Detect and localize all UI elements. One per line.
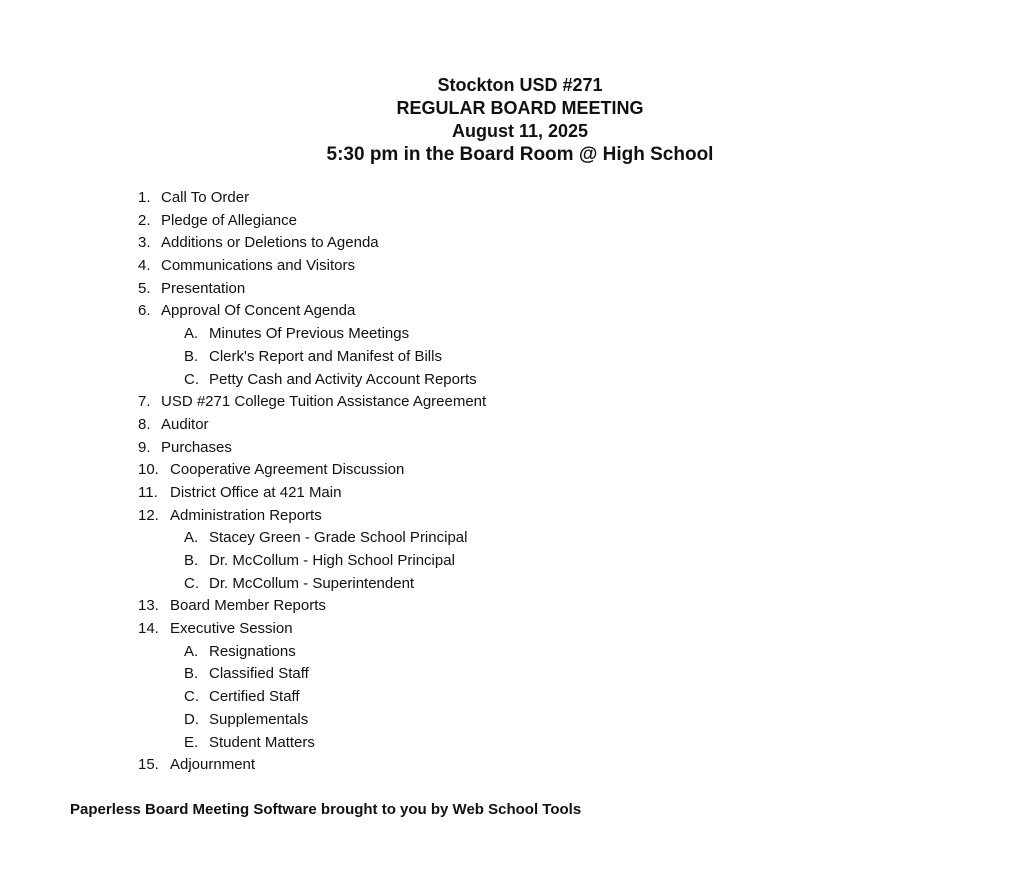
agenda-item-text: Board Member Reports xyxy=(170,597,326,615)
agenda-subitem xyxy=(138,573,486,596)
agenda-subitem-letter: E. xyxy=(184,733,199,751)
agenda-subitem-text: Minutes Of Previous Meetings xyxy=(209,325,410,343)
agenda-item-number: 9. xyxy=(138,438,151,456)
agenda-item-text: Cooperative Agreement Discussion xyxy=(170,461,405,479)
agenda-item-number: 2. xyxy=(138,211,151,229)
meeting-time-location: 5:30 pm in the Board Room @ High School xyxy=(326,144,714,165)
agenda-subitem-letter: C. xyxy=(184,688,199,706)
agenda-subitem-text: Clerk's Report and Manifest of Bills xyxy=(209,347,442,365)
agenda-subitem-text: Student Matters xyxy=(209,733,315,751)
agenda-item xyxy=(138,754,486,777)
agenda-subitem xyxy=(138,641,486,664)
agenda-item xyxy=(138,187,486,210)
agenda-item xyxy=(138,459,486,482)
agenda-item-number: 5. xyxy=(138,279,151,297)
agenda-item-text: Presentation xyxy=(161,279,246,297)
agenda-item-text: Executive Session xyxy=(170,620,293,638)
document-header xyxy=(0,74,1024,166)
agenda-subitem xyxy=(138,346,486,369)
agenda-item-number: 12. xyxy=(138,506,159,524)
agenda-item xyxy=(138,232,486,255)
agenda-item-number: 3. xyxy=(138,234,151,252)
agenda-item xyxy=(138,300,486,323)
agenda-subitem-text: Certified Staff xyxy=(209,688,300,706)
agenda-item xyxy=(138,255,486,278)
agenda-subitem-letter: C. xyxy=(184,574,199,592)
agenda-subitem-letter: B. xyxy=(184,552,199,569)
agenda-subitem xyxy=(138,527,486,550)
footer-credit: Paperless Board Meeting Software brought to you by Web School Tools xyxy=(70,801,582,818)
agenda-item-text: Purchases xyxy=(161,438,232,456)
agenda-item-text: Administration Reports xyxy=(170,506,322,524)
agenda-subitem-letter: D. xyxy=(184,710,199,728)
agenda-subitem-letter: A. xyxy=(184,642,199,660)
agenda-item-number: 11. xyxy=(138,483,158,501)
agenda-subitem xyxy=(138,550,486,573)
agenda-item xyxy=(138,482,486,505)
agenda-item-text: Additions or Deletions to Agenda xyxy=(161,234,379,252)
agenda-item-text: Approval Of Concent Agenda xyxy=(161,302,356,320)
agenda-subitem-letter: A. xyxy=(184,325,199,343)
agenda-item-text: Communications and Visitors xyxy=(161,257,355,275)
agenda-item-number: 13. xyxy=(138,597,159,615)
meeting-type: REGULAR BOARD MEETING xyxy=(396,98,644,118)
agenda-item xyxy=(138,210,486,233)
agenda-item-number: 10. xyxy=(138,461,159,479)
agenda-item-number: 7. xyxy=(138,393,151,411)
agenda-item xyxy=(138,505,486,528)
agenda-item-text: Auditor xyxy=(161,415,209,433)
agenda-subitem xyxy=(138,686,486,709)
agenda-item xyxy=(138,414,486,437)
agenda-subitem-text: Classified Staff xyxy=(209,665,309,683)
agenda-item xyxy=(138,278,486,301)
agenda-item-number: 1. xyxy=(138,189,151,206)
agenda-subitem-letter: C. xyxy=(184,370,199,388)
agenda-subitem-text: Stacey Green - Grade School Principal xyxy=(209,529,468,547)
agenda-subitem-letter: B. xyxy=(184,665,199,683)
agenda-subitem xyxy=(138,323,486,346)
agenda-item-text: Call To Order xyxy=(161,189,250,206)
meeting-date: August 11, 2025 xyxy=(451,121,589,141)
agenda-item xyxy=(138,391,486,414)
agenda-item-number: 14. xyxy=(138,620,159,638)
agenda-subitem-text: Resignations xyxy=(209,642,296,660)
agenda-item-number: 4. xyxy=(138,257,151,275)
agenda-subitem xyxy=(138,709,486,732)
agenda-subitem-letter: B. xyxy=(184,347,199,365)
agenda-item xyxy=(138,595,486,618)
agenda-subitem-text: Dr. McCollum - High School Principal xyxy=(209,552,455,569)
agenda-item-text: District Office at 421 Main xyxy=(170,483,342,501)
agenda-item xyxy=(138,618,486,641)
agenda-subitem xyxy=(138,663,486,686)
district-title: Stockton USD #271 xyxy=(437,75,603,95)
agenda-item-number: 15. xyxy=(138,756,159,774)
agenda-subitem xyxy=(138,732,486,755)
agenda-subitem xyxy=(138,369,486,392)
agenda-subitem-text: Petty Cash and Activity Account Reports xyxy=(209,370,477,388)
agenda-subitem-text: Supplementals xyxy=(209,710,309,728)
agenda-item-number: 8. xyxy=(138,415,151,433)
agenda-list xyxy=(138,187,486,777)
agenda-subitem-text: Dr. McCollum - Superintendent xyxy=(209,574,415,592)
agenda-subitem-letter: A. xyxy=(184,529,199,547)
agenda-item-number: 6. xyxy=(138,302,151,320)
agenda-item-text: USD #271 College Tuition Assistance Agreement xyxy=(161,393,487,411)
agenda-item xyxy=(138,437,486,460)
agenda-item-text: Adjournment xyxy=(170,756,256,774)
agenda-item-text: Pledge of Allegiance xyxy=(161,211,297,229)
